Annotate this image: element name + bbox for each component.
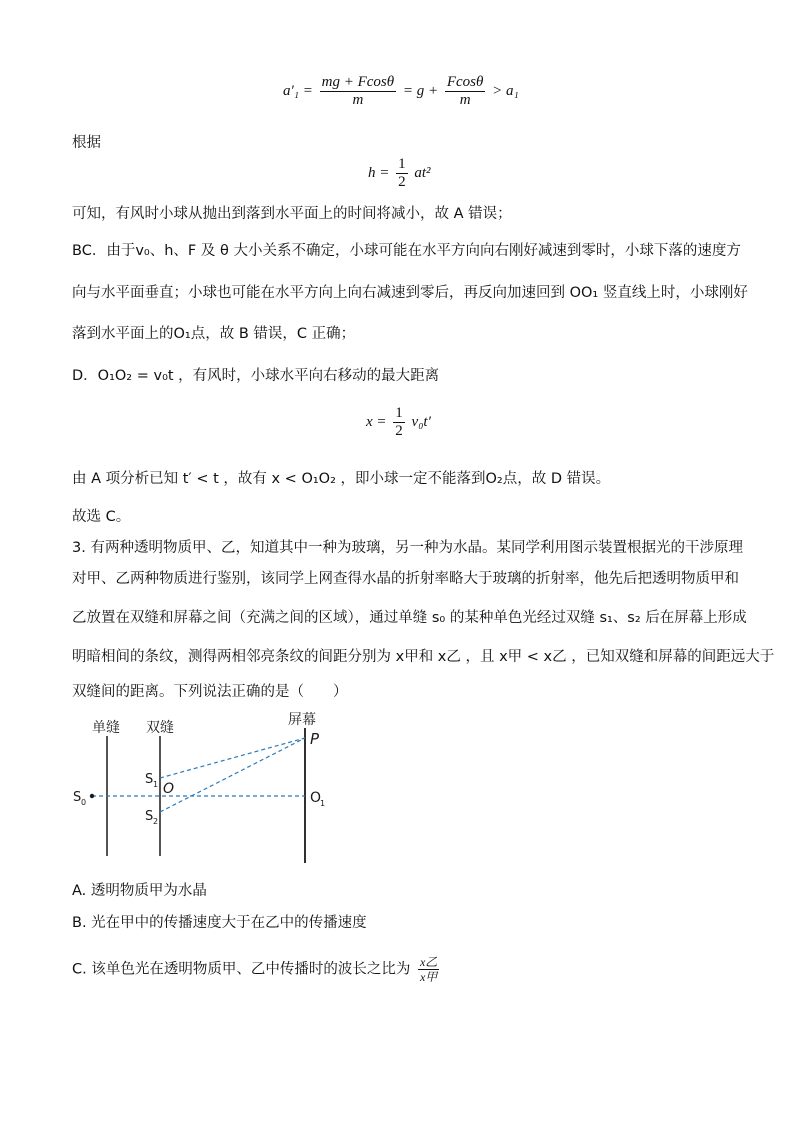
formula-a1-frac2	[445, 74, 486, 109]
double-slit-diagram	[70, 708, 370, 868]
formula-x-rhs: v₀t′	[411, 413, 431, 430]
option-b: B. 光在甲中的传播速度大于在乙中的传播速度	[72, 915, 367, 931]
formula-h	[368, 156, 431, 191]
label-screen: 屏幕	[288, 712, 316, 728]
formula-a1-num1: mg + Fcosθ	[321, 74, 395, 90]
q3-line-5: 双缝间的距离。下列说法正确的是（ ）	[72, 684, 348, 700]
label-o1: O	[310, 790, 322, 806]
source-dot	[90, 794, 94, 798]
q3-line-2: 对甲、乙两种物质进行鉴别，该同学上网查得水晶的折射率略大于玻璃的折射率，他先后把透明物质甲和	[72, 571, 739, 587]
formula-x-lhs: x =	[366, 413, 387, 430]
ray-s1-p	[160, 738, 305, 778]
bc-line-1: BC．由于v₀、h、F 及 θ 大小关系不确定，小球可能在水平方向向右刚好减速到零时，小球下落的速度方	[72, 243, 741, 259]
formula-h-frac	[396, 156, 408, 191]
formula-a1-den1: m	[352, 92, 364, 108]
text-genju: 根据	[72, 135, 101, 151]
q3-line-4: 明暗相间的条纹，测得两相邻亮条纹的间距分别为 x甲和 x乙 ，且 x甲 < x乙 ，已知双缝和屏幕的间距远大于	[72, 649, 775, 665]
a-analysis-line: 由 A 项分析已知 t′ < t ，故有 x < O₁O₂ ，即小球一定不能落到O₂点，故 D 错误。	[72, 471, 611, 487]
bc-line-3: 落到水平面上的O₁点，故 B 错误，C 正确；	[72, 326, 356, 342]
formula-a1-frac1	[320, 74, 396, 109]
formula-a1-mid: = g +	[402, 82, 439, 99]
q3-line-1: 3. 有两种透明物质甲、乙，知道其中一种为玻璃，另一种为水晶。某同学利用图示装置根据光的干涉原理	[72, 540, 743, 556]
formula-a1-lhs: a′₁ =	[283, 82, 313, 99]
label-double-slit: 双缝	[146, 720, 174, 736]
d-line: D．O₁O₂ = v₀t ，有风时，小球水平向右移动的最大距离	[72, 368, 440, 384]
formula-h-rhs: at²	[414, 164, 431, 181]
bc-line-2: 向与水平面垂直；小球也可能在水平方向上向右减速到零后，再反向加速回到 OO₁ 竖直线上时，小球刚好	[72, 285, 748, 301]
label-s0-sub: 0	[81, 798, 87, 807]
formula-x-den: 2	[395, 423, 403, 439]
formula-a1-num2: Fcosθ	[446, 74, 484, 90]
answer-line: 故选 C。	[72, 509, 131, 525]
formula-h-den: 2	[398, 174, 406, 190]
label-o: O	[163, 781, 175, 797]
label-single-slit: 单缝	[92, 720, 120, 736]
q3-line-3: 乙放置在双缝和屏幕之间（充满之间的区域），通过单缝 s₀ 的某种单色光经过双缝 s₁、s₂ 后在屏幕上形成	[72, 610, 747, 626]
formula-a1	[283, 74, 519, 109]
label-o1-sub: 1	[320, 799, 326, 808]
option-c-text: C. 该单色光在透明物质甲、乙中传播时的波长之比为	[72, 961, 411, 978]
label-s1: S	[145, 772, 154, 787]
ray-s2-p	[160, 738, 305, 812]
label-p: P	[310, 730, 320, 748]
option-c-fraction	[418, 955, 439, 984]
formula-h-num: 1	[398, 156, 406, 172]
line-kezhi: 可知，有风时小球从抛出到落到水平面上的时间将减小，故 A 错误；	[72, 206, 512, 222]
formula-x-frac	[393, 405, 405, 440]
label-s1-sub: 1	[153, 780, 159, 789]
formula-a1-den2: m	[459, 92, 471, 108]
option-a: A. 透明物质甲为水晶	[72, 883, 207, 899]
label-s2: S	[145, 809, 154, 824]
option-c-num: x乙	[419, 955, 438, 969]
label-s0: S	[73, 790, 82, 805]
formula-x-num: 1	[395, 405, 403, 421]
label-s2-sub: 2	[153, 817, 159, 826]
formula-h-lhs: h =	[368, 164, 390, 181]
formula-a1-rhs: > a₁	[492, 82, 519, 99]
option-c	[72, 955, 442, 984]
formula-x	[366, 405, 431, 440]
option-c-den: x甲	[419, 970, 438, 984]
